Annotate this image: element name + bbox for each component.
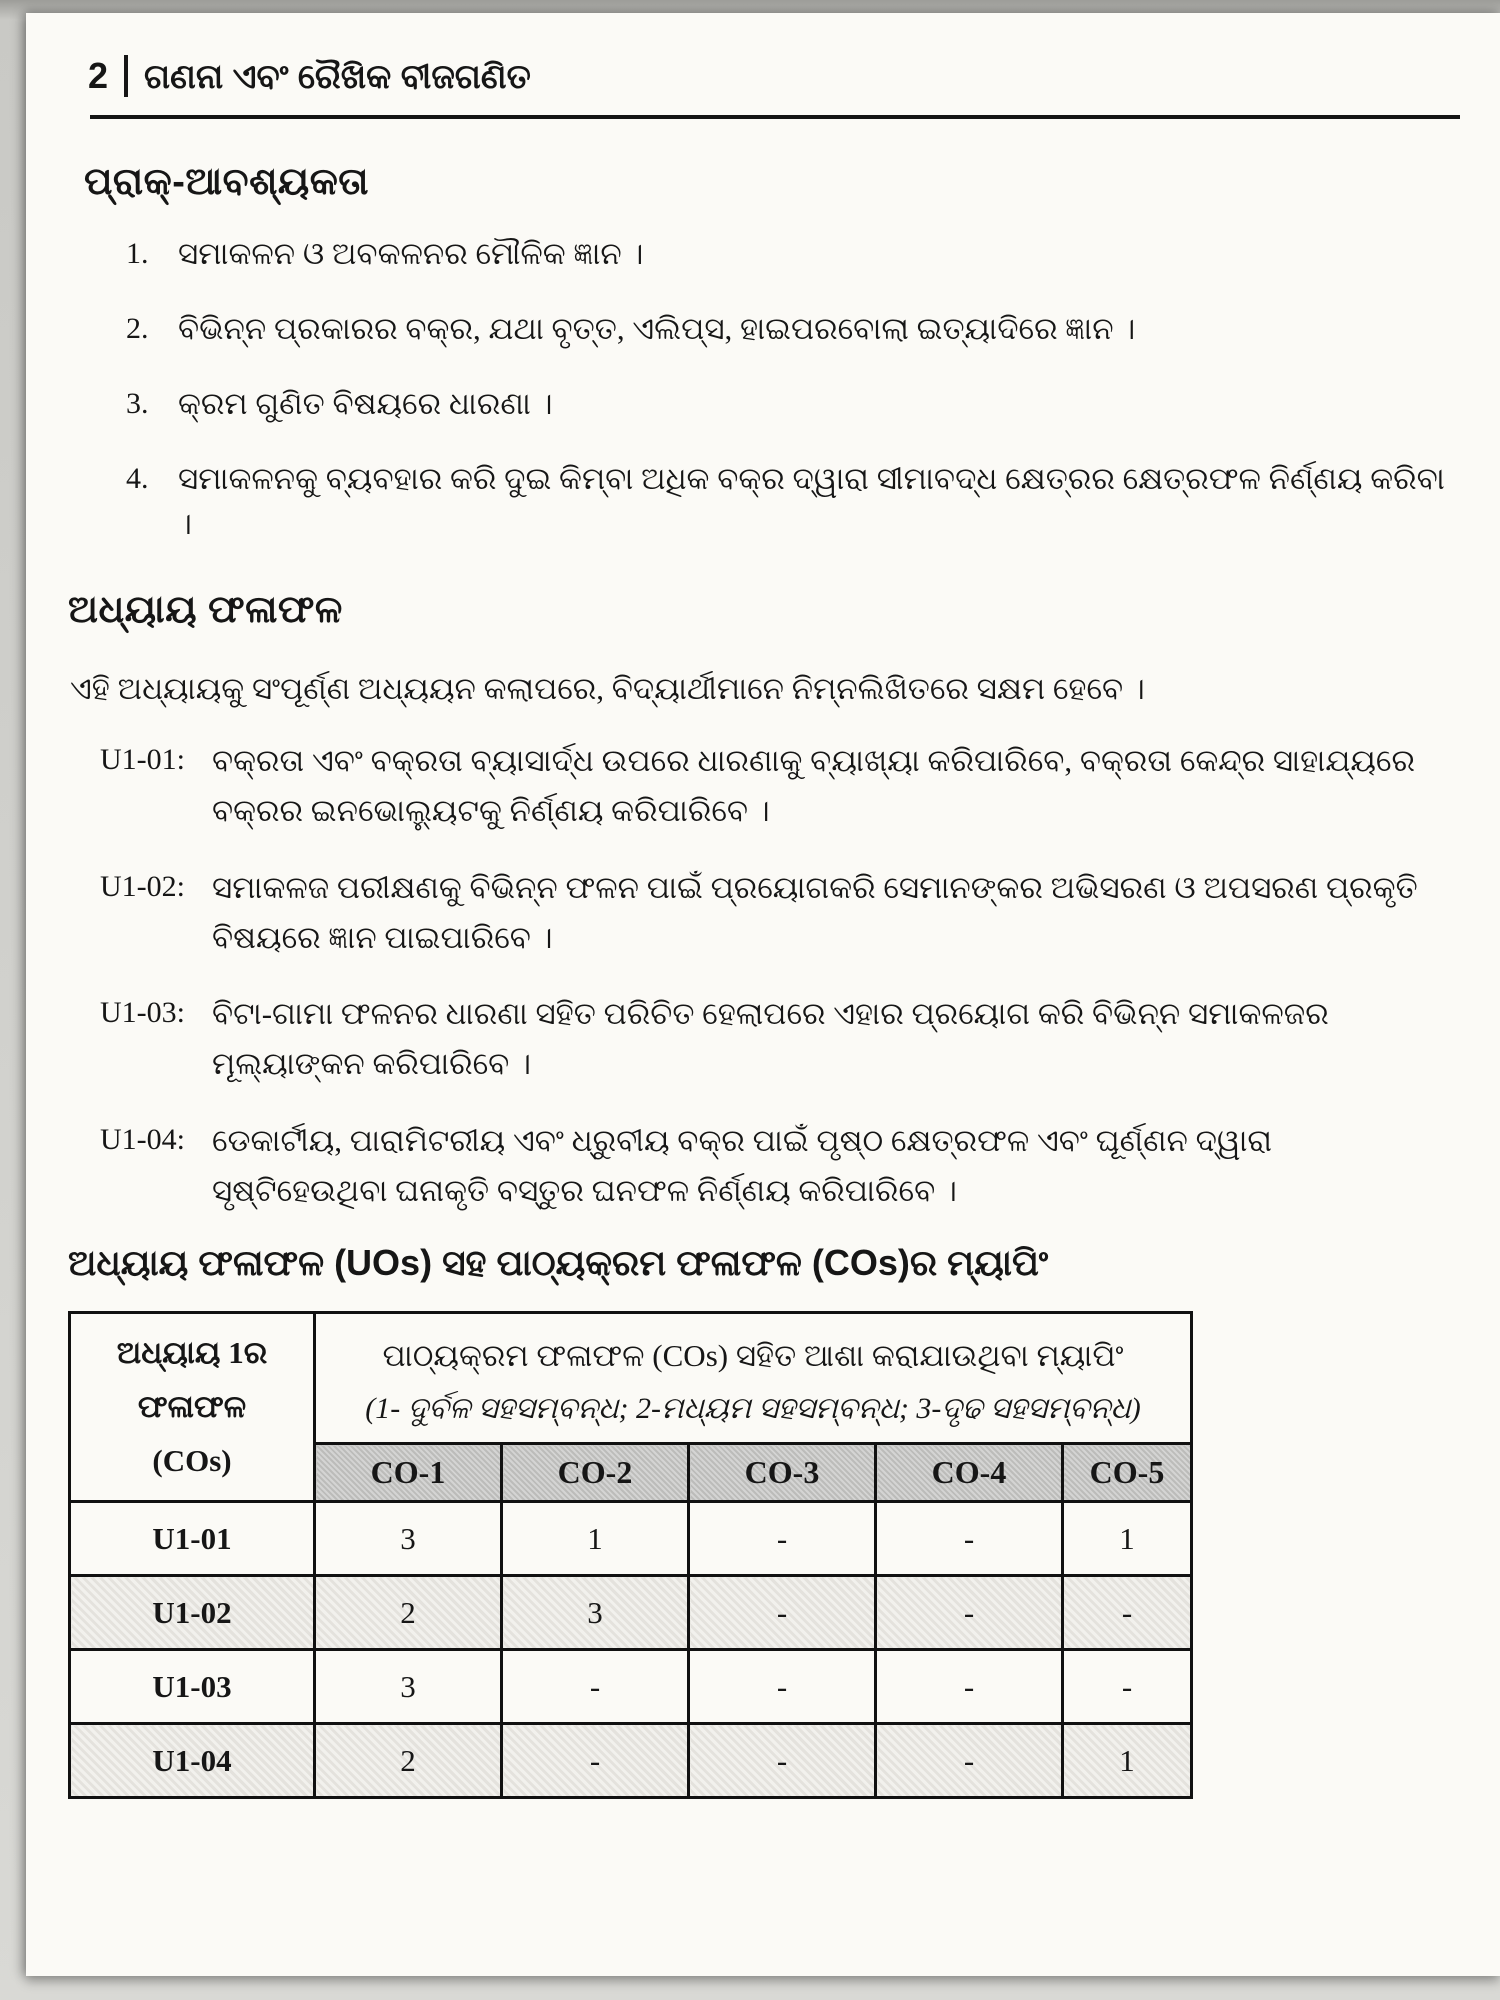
page-number: 2 <box>88 55 109 96</box>
table-row <box>70 1502 1192 1576</box>
table-cell: - <box>876 1724 1063 1798</box>
header-divider <box>124 55 128 97</box>
outcome-code: U1-04: <box>100 1122 185 1156</box>
table-cell: 2 <box>315 1724 502 1798</box>
table-title-row <box>70 1312 1192 1444</box>
table-cell: 3 <box>315 1650 502 1724</box>
header-rule <box>90 115 1460 119</box>
table-cell: - <box>689 1502 876 1576</box>
mapping-heading: ଅଧ୍ୟାୟ ଫଳାଫଳ (UOs) ସହ ପାଠ୍ୟକ୍ରମ ଫଳାଫଳ (COs)ର ମ୍ୟାପିଂ <box>68 1241 1049 1283</box>
table-cell: - <box>1063 1576 1192 1650</box>
list-item-text: କ୍ରମ ଗୁଣିତ ବିଷୟରେ ଧାରଣା । <box>178 385 553 421</box>
row-header-line1: ଅଧ୍ୟାୟ 1ର <box>116 1334 268 1370</box>
book-title: ଗଣନା ଏବଂ ରୈଖିକ ବୀଜଗଣିତ <box>144 58 531 96</box>
list-item <box>126 382 1460 427</box>
table-cell: 1 <box>502 1502 689 1576</box>
outcome-text: ବିଟା-ଗାମା ଫଳନର ଧାରଣା ସହିତ ପରିଚିତ ହେଲାପରେ ଏହାର ପ୍ରୟୋଗ କରି ବିଭିନ୍ନ ସମାକଳଜର ମୂଲ୍ୟାଙ୍କନ କରିପାରିବେ । <box>212 996 1329 1082</box>
row-header-line2: ଫଳାଫଳ <box>137 1389 247 1425</box>
table-cell: 3 <box>502 1576 689 1650</box>
outcome-text: ବକ୍ରତା ଏବଂ ବକ୍ରତା ବ୍ୟାସାର୍ଦ୍ଧ ଉପରେ ଧାରଣାକୁ ବ୍ୟାଖ୍ୟା କରିପାରିବେ, ବକ୍ରତା କେନ୍ଦ୍ର ସାହାଯ୍ୟରେ ବକ୍ରର ଇନଭୋଲ୍ୟୁଟକୁ ନିର୍ଣ୍ଣୟ କରିପାରିବେ । <box>212 743 1415 829</box>
table-cell: 1 <box>1063 1502 1192 1576</box>
running-head <box>60 55 1460 97</box>
outcome-code: U1-02: <box>100 869 185 903</box>
scanned-book-page <box>26 13 1500 1976</box>
table-row <box>70 1724 1192 1798</box>
outcome-text: ସମାକଳଜ ପରୀକ୍ଷଣକୁ ବିଭିନ୍ନ ଫଳନ ପାଇଁ ପ୍ରୟୋଗକରି ସେମାନଙ୍କର ଅଭିସରଣ ଓ ଅପସରଣ ପ୍ରକୃତି ବିଷୟରେ ଜ୍ଞାନ ପାଇପାରିବେ । <box>212 869 1418 955</box>
prerequisites-list <box>60 232 1460 547</box>
row-label: U1-02 <box>70 1576 315 1650</box>
list-item-text: ସମାକଳନକୁ ବ୍ୟବହାର କରି ଦୁଇ କିମ୍ବା ଅଧିକ ବକ୍ର ଦ୍ୱାରା ସୀମାବଦ୍ଧ କ୍ଷେତ୍ରର କ୍ଷେତ୍ରଫଳ ନିର୍ଣ୍ଣୟ କରିବା । <box>178 460 1445 541</box>
list-item-text: ବିଭିନ୍ନ ପ୍ରକାରର ବକ୍ର, ଯଥା ବୃତ୍ତ, ଏଲିପ୍ସ, ହାଇପରବୋଲା ଇତ୍ୟାଦିରେ ଜ୍ଞାନ । <box>178 310 1136 346</box>
list-item-text: ସମାକଳନ ଓ ଅବକଳନର ମୌଳିକ ଜ୍ଞାନ । <box>178 236 644 271</box>
row-label: U1-03 <box>70 1650 315 1724</box>
column-header: CO-1 <box>315 1444 502 1502</box>
column-header-title: ପାଠ୍ୟକ୍ରମ ଫଳାଫଳ (COs) ସହିତ ଆଶା କରାଯାଉଥିବା ମ୍ୟାପିଂ <box>382 1337 1124 1373</box>
list-item <box>126 307 1460 352</box>
row-header-line3: (COs) <box>152 1443 232 1479</box>
list-item <box>126 232 1460 277</box>
list-item-number: 2. <box>126 311 149 345</box>
row-label: U1-01 <box>70 1502 315 1576</box>
prerequisites-heading: ପ୍ରାକ୍-ଆବଶ୍ୟକତା <box>84 161 369 203</box>
row-header-cell <box>70 1312 315 1502</box>
unit-outcomes-heading: ଅଧ୍ୟାୟ ଫଳାଫଳ <box>68 588 343 631</box>
row-label: U1-04 <box>70 1724 315 1798</box>
outcome-text: ଡେକାର୍ଟୀୟ, ପାରାମିଟରୀୟ ଏବଂ ଧ୍ରୁବୀୟ ବକ୍ର ପାଇଁ ପୃଷ୍ଠ କ୍ଷେତ୍ରଫଳ ଏବଂ ଘୂର୍ଣ୍ଣନ ଦ୍ୱାରା ସୃଷ୍ଟିହେଉଥିବା ଘନାକୃତି ବସ୍ତୁର ଘନଫଳ ନିର୍ଣ୍ଣୟ କରିପାରିବେ । <box>212 1122 1273 1208</box>
outcome-item <box>100 1116 1460 1216</box>
table-cell: - <box>689 1576 876 1650</box>
outcome-code: U1-03: <box>100 996 185 1030</box>
table-cell: - <box>876 1650 1063 1724</box>
table-cell: - <box>502 1724 689 1798</box>
table-cell: - <box>1063 1650 1192 1724</box>
table-cell: 3 <box>315 1502 502 1576</box>
table-cell: - <box>876 1576 1063 1650</box>
outcome-item <box>100 989 1460 1089</box>
column-header: CO-5 <box>1063 1444 1192 1502</box>
list-item-number: 1. <box>126 237 149 270</box>
table-cell: - <box>689 1724 876 1798</box>
outcome-item <box>100 863 1460 963</box>
unit-outcomes-list <box>60 736 1460 1216</box>
unit-outcomes-intro: ଏହି ଅଧ୍ୟାୟକୁ ସଂପୂର୍ଣ୍ଣ ଅଧ୍ୟୟନ କଲାପରେ, ବିଦ୍ୟାର୍ଥୀମାନେ ନିମ୍ନଲିଖିତରେ ସକ୍ଷମ ହେବେ । <box>70 670 1145 706</box>
table-row <box>70 1650 1192 1724</box>
list-item <box>126 457 1460 547</box>
table-cell: 1 <box>1063 1724 1192 1798</box>
table-cell: 2 <box>315 1576 502 1650</box>
table-row <box>70 1576 1192 1650</box>
column-header-subtitle: (1- ଦୁର୍ବଳ ସହସମ୍ବନ୍ଧ; 2-ମଧ୍ୟମ ସହସମ୍ବନ୍ଧ; 3-ଦୃଢ ସହସମ୍ବନ୍ଧ) <box>365 1391 1141 1425</box>
list-item-number: 3. <box>126 386 149 420</box>
list-item-number: 4. <box>126 461 149 495</box>
column-header: CO-4 <box>876 1444 1063 1502</box>
column-header: CO-3 <box>689 1444 876 1502</box>
table-cell: - <box>502 1650 689 1724</box>
outcome-code: U1-01: <box>100 743 185 777</box>
table-cell: - <box>876 1502 1063 1576</box>
column-header: CO-2 <box>502 1444 689 1502</box>
outcome-item <box>100 736 1460 836</box>
co-mapping-table <box>68 1311 1193 1800</box>
table-cell: - <box>689 1650 876 1724</box>
column-header-cell <box>315 1312 1192 1444</box>
